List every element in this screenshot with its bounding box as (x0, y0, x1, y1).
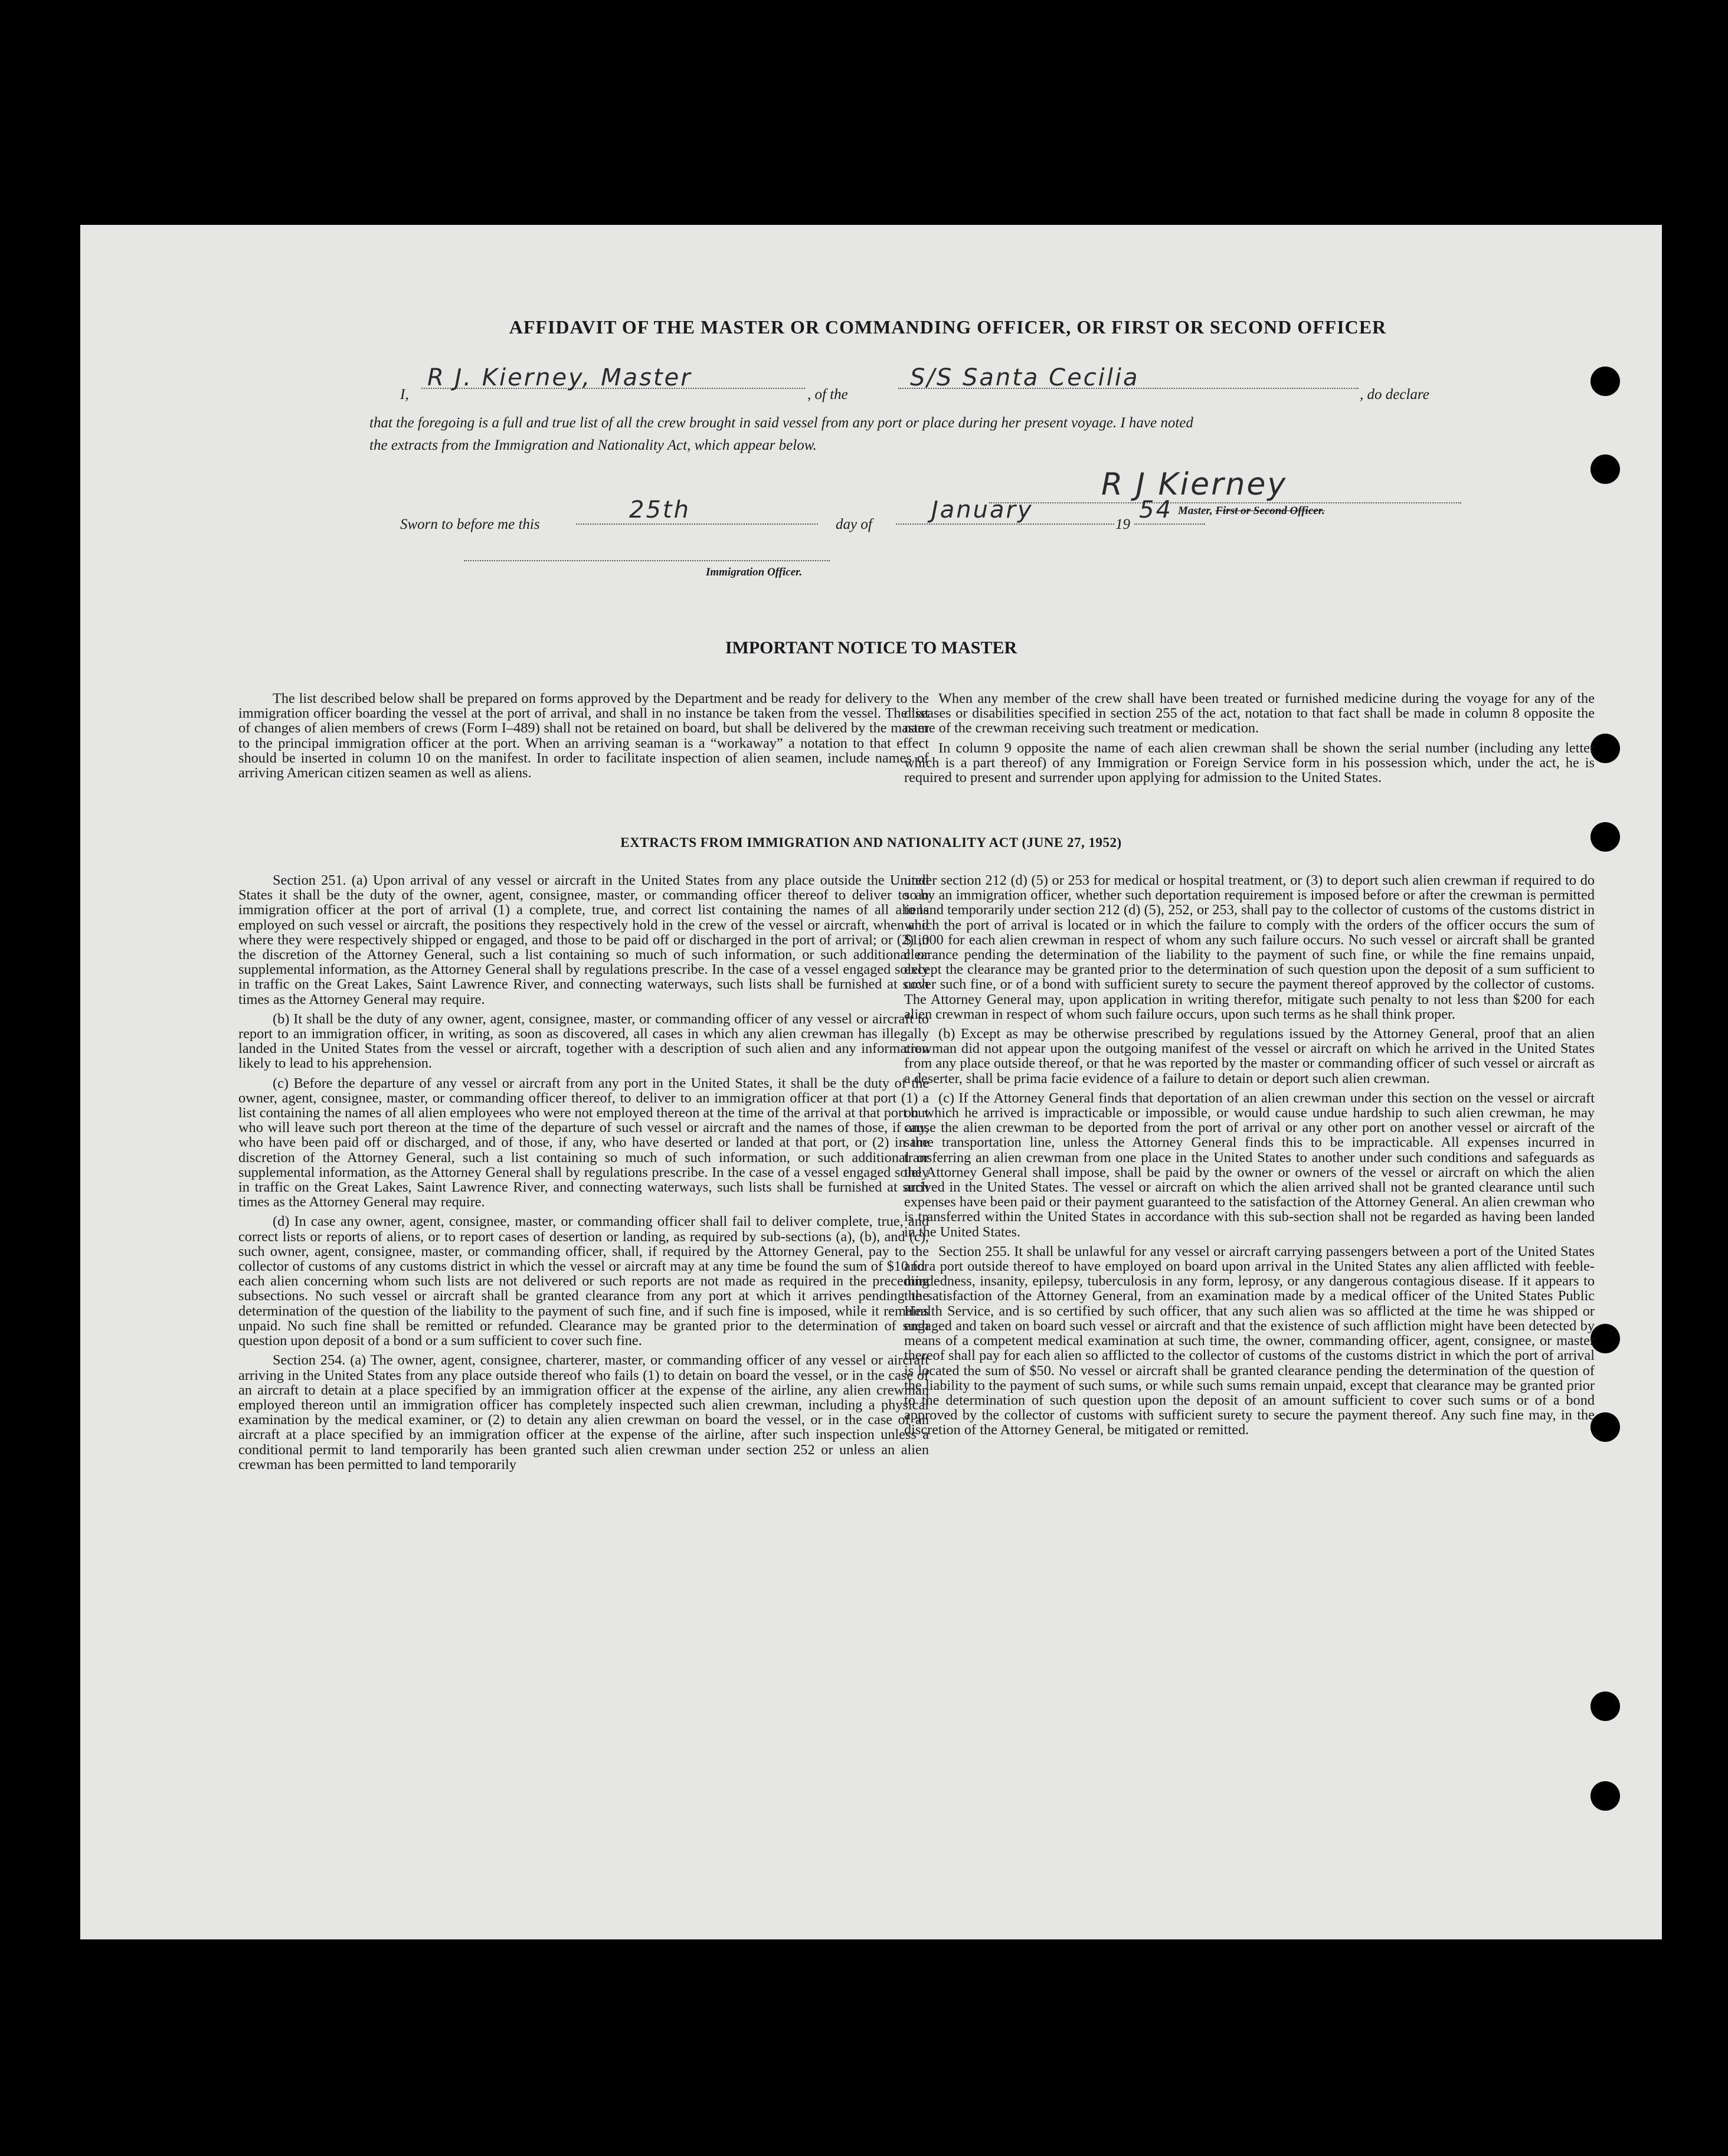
affidavit-title: AFFIDAVIT OF THE MASTER OR COMMANDING OFFICER, OR FIRST OR SECOND OFFICER (509, 316, 1387, 338)
master-name-handwritten: R J. Kierney, Master (427, 364, 692, 391)
punch-hole (1590, 367, 1620, 396)
day-of-label: day of (836, 516, 872, 532)
notice-left-paragraph: The list described below shall be prepared on forms approved by the Department and be ready for delivery to the immigration officer boarding the vessel at the port of arrival, and shall in no instance be taken from the vessel. The list of changes of alien members of crews (Form I–489) shall not be retained on board, but shall be delivered by the master to the principal immigration officer at the port. When an arriving seaman is a “workaway” a notation to that effect should be inserted in column 10 on the manifest. In order to facilitate inspection of alien seamen, include names of arriving American citizen seamen as well as aliens. (238, 691, 929, 781)
notice-right-paragraph-1: When any member of the crew shall have been treated or furnished medicine during the voyage for any of the diseases or disabilities specified in section 255 of the act, notation to that fact shall be made in column 8 opposite the name of the crewman receiving such treatment or medication. (904, 691, 1595, 737)
extracts-left-column (238, 873, 929, 1472)
year-field (1134, 496, 1205, 525)
immigration-officer-caption: Immigration Officer. (706, 566, 803, 578)
day-field (576, 496, 818, 525)
punch-hole (1590, 1324, 1620, 1353)
section-254c: (c) If the Attorney General finds that deportation of an alien crewman under this section on the vessel or aircraft on which he arrived is impracticable or impossible, or would cause undue hardship to such alien crewman, he may cause the alien crewman to be deported from the port of arrival or any other port on another vessel or aircraft of the same transportation line, unless the Attorney General finds this to be impracticable. All expenses incurred in transferring an alien crewman from one place in the United States to another under such conditions and safeguards as the Attorney General shall impose, shall be paid by the owner or owners of the vessel or aircraft on which the alien arrived in the United States. The vessel or aircraft on which the alien arrived shall not be granted clearance until such expenses have been paid or their payment guaranteed to the satisfaction of the Attorney General. An alien crewman who is transferred within the United States in accordance with this sub-section shall not be regarded as having been landed in the United States. (904, 1090, 1595, 1240)
year-prefix: 19 (1115, 516, 1130, 532)
section-255: Section 255. It shall be unlawful for any vessel or aircraft carrying passengers between a port of the United States and a port outside thereof to have employed on board upon arrival in the United States any alien afflicted with feeble-mindedness, insanity, epilepsy, tuberculosis in any form, leprosy, or any dangerous contagious disease. If it appears to the satisfaction of the Attorney General, from an examination made by a medical officer of the United States Public Health Service, and is so certified by such officer, that any such alien was so afflicted at the time he was shipped or engaged and taken on board such vessel or aircraft and that the existence of such affliction might have been detected by means of a competent medical examination at such time, the owner, commanding officer, agent, consignee, or master thereof shall pay for each alien so afflicted to the collector of customs of the customs district in which the port of arrival is located the sum of $50. No vessel or aircraft shall be granted clearance pending the determination of the question of the liability to the payment of such sums, or while such sums remain unpaid, except that clearance may be granted prior to the determination of such question upon the deposit of an amount sufficient to cover such sums or of a bond approved by the collector of customs with sufficient surety to secure the payment thereof. Any such fine may, in the discretion of the Attorney General, be mitigated or remitted. (904, 1243, 1595, 1438)
section-251d: (d) In case any owner, agent, consignee, master, or commanding officer shall fail to deliver complete, true, and correct lists or reports of aliens, or to report cases of desertion or landing, as required by sub-sections (a), (b), and (c), such owner, agent, consignee, master, or commanding officer, shall, if required by the Attorney General, pay to the collector of customs of any customs district in which the vessel or aircraft may at any time be found the sum of $10 for each alien concerning whom such lists are not delivered or such reports are not made as required in the preceding subsections. No such vessel or aircraft shall be granted clearance from any port at which it arrives pending the determination of the question of the liability to the payment of such fine, and if such fine is imposed, while it remains unpaid. No such fine shall be remitted or refunded. Clearance may be granted prior to the determination of such question upon deposit of a bond or a sum sufficient to cover such fine. (238, 1213, 929, 1349)
section-251c: (c) Before the departure of any vessel or aircraft from any port in the United States, it shall be the duty of the owner, agent, consignee, master, or commanding officer thereof, to deliver to an immigration officer at that port (1) a list containing the names of all alien employees who were not employed thereon at the time of the arrival at that port but who will leave such port thereon at the time of the departure of such vessel or aircraft and the names of those, if any, who have been paid off or discharged, and of those, if any, who have deserted or landed at that port, or (2) in the discretion of the Attorney General, such a list containing so much of such information, or such additional or supplemental information, as the Attorney General shall by regulations prescribe. In the case of a vessel engaged solely in traffic on the Great Lakes, Saint Lawrence River, and connecting waterways, such lists shall be furnished at such times as the Attorney General may require. (238, 1075, 929, 1210)
caption-master: Master, (1178, 505, 1216, 517)
extracts-title: EXTRACTS FROM IMMIGRATION AND NATIONALITY ACT (JUNE 27, 1952) (620, 835, 1122, 850)
section-254a-continued: under section 212 (d) (5) or 253 for medical or hospital treatment, or (3) to deport such alien crewman if required to do so by an immigration officer, whether such deportation requirement is imposed before or after the crewman is permitted to land temporarily under section 212 (d) (5), 252, or 253, shall pay to the collector of customs of the customs district in which the port of arrival is located or in which the failure to comply with the orders of the officer occurs the sum of $1,000 for each alien crewman in respect of whom any such failure occurs. No such vessel or aircraft shall be granted clearance pending the determination of the liability to the payment of such fine, or while the fine remains unpaid, except the clearance may be granted prior to the determination of such question upon the deposit of a sum sufficient to cover such fine, or of a bond with sufficient surety to secure the payment thereof approved by the collector of customs. The Attorney General may, upon application in writing therefor, mitigate such penalty to not less than $200 for each alien crewman in respect of whom such failure occurs, upon such terms as he shall think proper. (904, 872, 1595, 1022)
year-handwritten: 54 (1139, 496, 1173, 524)
notice-left-column (238, 691, 929, 780)
day-handwritten: 25th (629, 496, 690, 524)
vessel-name-field (898, 364, 1359, 389)
section-254b: (b) Except as may be otherwise prescribed by regulations issued by the Attorney General, proof that an alien crewman did not appear upon the outgoing manifest of the vessel or aircraft on which he arrived in the United States from any place outside thereof, or that he was reported by the master or commanding officer of such vessel or aircraft as a deserter, shall be prima facie evidence of a failure to detain or deport such alien crewman. (904, 1026, 1595, 1087)
vessel-name-handwritten: S/S Santa Cecilia (910, 364, 1140, 391)
master-signature: R J Kierney (1101, 467, 1288, 502)
sworn-label: Sworn to before me this (400, 516, 540, 532)
section-254a: Section 254. (a) The owner, agent, consignee, charterer, master, or commanding officer of any vessel or aircraft arriving in the United States from any place outside thereof who fails (1) to detain on board the vessel, or in the case of an aircraft to detain at a place specified by an immigration officer at the expense of the airline, any alien crewman employed thereon until an immigration officer has completely inspected such alien crewman, including a physical examination by the medical examiner, or (2) to detain any alien crewman on board the vessel, or in the case of an aircraft at a place specified by an immigration officer at the expense of the airline, after such inspection unless a conditional permit to land temporarily has been granted such alien crewman under section 252 or unless an alien crewman has been permitted to land temporarily (238, 1352, 929, 1473)
declaration-line-3: the extracts from the Immigration and Nationality Act, which appear below. (369, 437, 817, 453)
declaration-line-2: that the foregoing is a full and true list of all the crew brought in said vessel from any port or place during her present voyage. I have noted (369, 415, 1193, 431)
section-251b: (b) It shall be the duty of any owner, agent, consignee, master, or commanding officer of any vessel or aircraft to report to an immigration officer, in writing, as soon as discovered, all cases in which any alien crewman has illegally landed in the United States from the vessel or aircraft, together with a description of such alien and any information likely to lead to his apprehension. (238, 1010, 929, 1072)
section-251a: Section 251. (a) Upon arrival of any vessel or aircraft in the United States from any place outside the United States it shall be the duty of the owner, agent, consignee, master, or commanding officer thereof to deliver to an immigration officer at the port of arrival (1) a complete, true, and correct list containing the names of all aliens employed on such vessel or aircraft, the positions they respectively hold in the crew of the vessel or aircraft, when and where they were respectively shipped or engaged, and those to be paid off or discharged in the port of arrival; or (2) in the discretion of the Attorney General, such a list containing so much of such information, or such additional or supplemental information, as the Attorney General shall by regulations prescribe. In the case of a vessel engaged solely in traffic on the Great Lakes, Saint Lawrence River, and connecting waterways, such lists shall be furnished at such times as the Attorney General may require. (238, 872, 929, 1007)
punch-hole (1590, 734, 1620, 763)
document-page (80, 225, 1662, 1939)
notice-title: IMPORTANT NOTICE TO MASTER (725, 638, 1017, 657)
caption-struck-officer: First or Second Officer. (1215, 505, 1325, 517)
immigration-officer-line (464, 560, 830, 561)
punch-hole (1590, 454, 1620, 484)
notice-right-column (904, 691, 1595, 785)
signature-line (989, 467, 1461, 503)
do-declare-label: , do declare (1360, 387, 1429, 403)
punch-hole (1590, 1692, 1620, 1721)
punch-hole (1590, 1412, 1620, 1442)
of-the-label: , of the (807, 387, 848, 403)
notice-right-paragraph-2: In column 9 opposite the name of each alien crewman shall be shown the serial number (including any letter which is a part thereof) of any Immigration or Foreign Service form in his possession which, under the act, he is required to present and surrender upon applying for admission to the United States. (904, 740, 1595, 786)
punch-hole (1590, 1781, 1620, 1811)
month-field (896, 496, 1114, 525)
master-name-field (421, 364, 805, 389)
month-handwritten: January (931, 496, 1033, 524)
declaration-prefix: I, (400, 387, 409, 403)
extracts-right-column (904, 873, 1595, 1438)
